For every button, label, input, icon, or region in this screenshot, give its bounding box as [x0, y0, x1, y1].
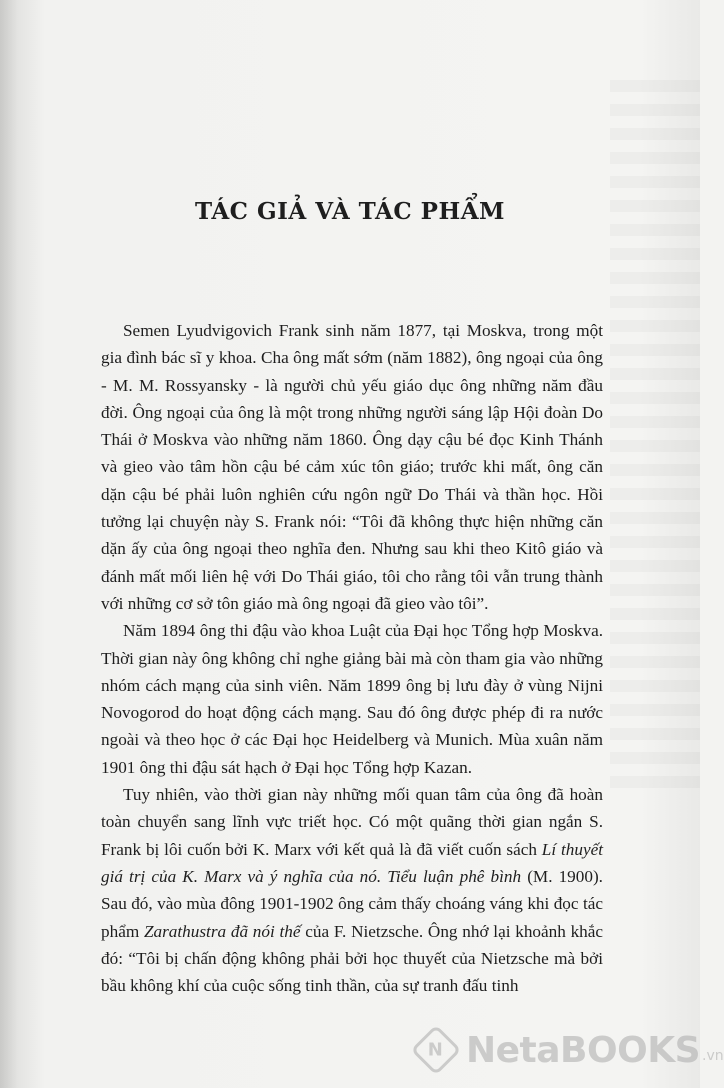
- book-title-marx: Lí thuyết giá trị của K. Marx và ý nghĩa của nó. Tiểu luận phê bình: [101, 839, 603, 886]
- bleed-through-shadow: [610, 80, 700, 800]
- paragraph-1: Semen Lyudvigovich Frank sinh năm 1877, tại Moskva, trong một gia đình bác sĩ y khoa. Cha ông mất sớm (năm 1882), ông ngoại của ông - M. M. Rossyansky - là người chủ yếu giáo dục ông những năm đầu đời. Ông ngoại của ông là một trong những người sáng lập Hội đoàn Do Thái ở Moskva vào những năm 1860. Ông dạy cậu bé đọc Kinh Thánh và gieo vào tâm hồn cậu bé cảm xúc tôn giáo; trước khi mất, ông căn dặn cậu bé phải luôn nghiên cứu ngôn ngữ Do Thái và thần học. Hồi tưởng lại chuyện này S. Frank nói: “Tôi đã không thực hiện những căn dặn ấy của ông ngoại theo nghĩa đen. Nhưng sau khi theo Kitô giáo và đánh mất mối liên hệ với Do Thái giáo, tôi cho rằng tôi vẫn trung thành với những cơ sở tôn giáo mà ông ngoại đã gieo vào tôi”.: [101, 321, 603, 613]
- watermark-suffix: .vn: [702, 1048, 724, 1064]
- watermark-brand: NetaBOOKS: [466, 1029, 701, 1071]
- netabooks-logo-icon: N: [411, 1025, 462, 1076]
- body-text: [101, 317, 603, 999]
- paragraph-3: [101, 781, 603, 999]
- paragraph-3-text-c: (M. 1900). Sau đó, vào mùa đông 1901-1902 ông cảm thấy choáng váng khi đọc tác phẩm: [101, 866, 603, 941]
- paragraph-3-text-e: của F. Nietzsche. Ông nhớ lại khoảnh khắc đó: “Tôi bị chấn động không phải bởi học thuyết của Nietzsche mà bởi bầu không khí của cuộc sống tinh thần, của sự tranh đấu tinh: [101, 921, 604, 996]
- chapter-title: TÁC GIẢ VÀ TÁC PHẨM: [194, 198, 506, 225]
- book-title-zarathustra: Zarathustra đã nói thế: [143, 921, 301, 941]
- paragraph-2: Năm 1894 ông thi đậu vào khoa Luật của Đại học Tổng hợp Moskva. Thời gian này ông không chỉ nghe giảng bài mà còn tham gia vào những nhóm cách mạng của sinh viên. Năm 1899 ông bị lưu đày ở vùng Nijni Novogorod do hoạt động cách mạng. Sau đó ông được phép đi ra nước ngoài và theo học ở các Đại học Heidelberg và Munich. Mùa xuân năm 1901 ông thi đậu sát hạch ở Đại học Tổng hợp Kazan.: [101, 621, 603, 777]
- paragraph-3-text-a: Tuy nhiên, vào thời gian này những mối quan tâm của ông đã hoàn toàn chuyển sang lĩnh vực triết học. Có một quãng thời gian ngắn S. Frank bị lôi cuốn bởi K. Marx với kết quả là đã viết cuốn sách: [101, 785, 603, 859]
- netabooks-watermark: [418, 1028, 724, 1072]
